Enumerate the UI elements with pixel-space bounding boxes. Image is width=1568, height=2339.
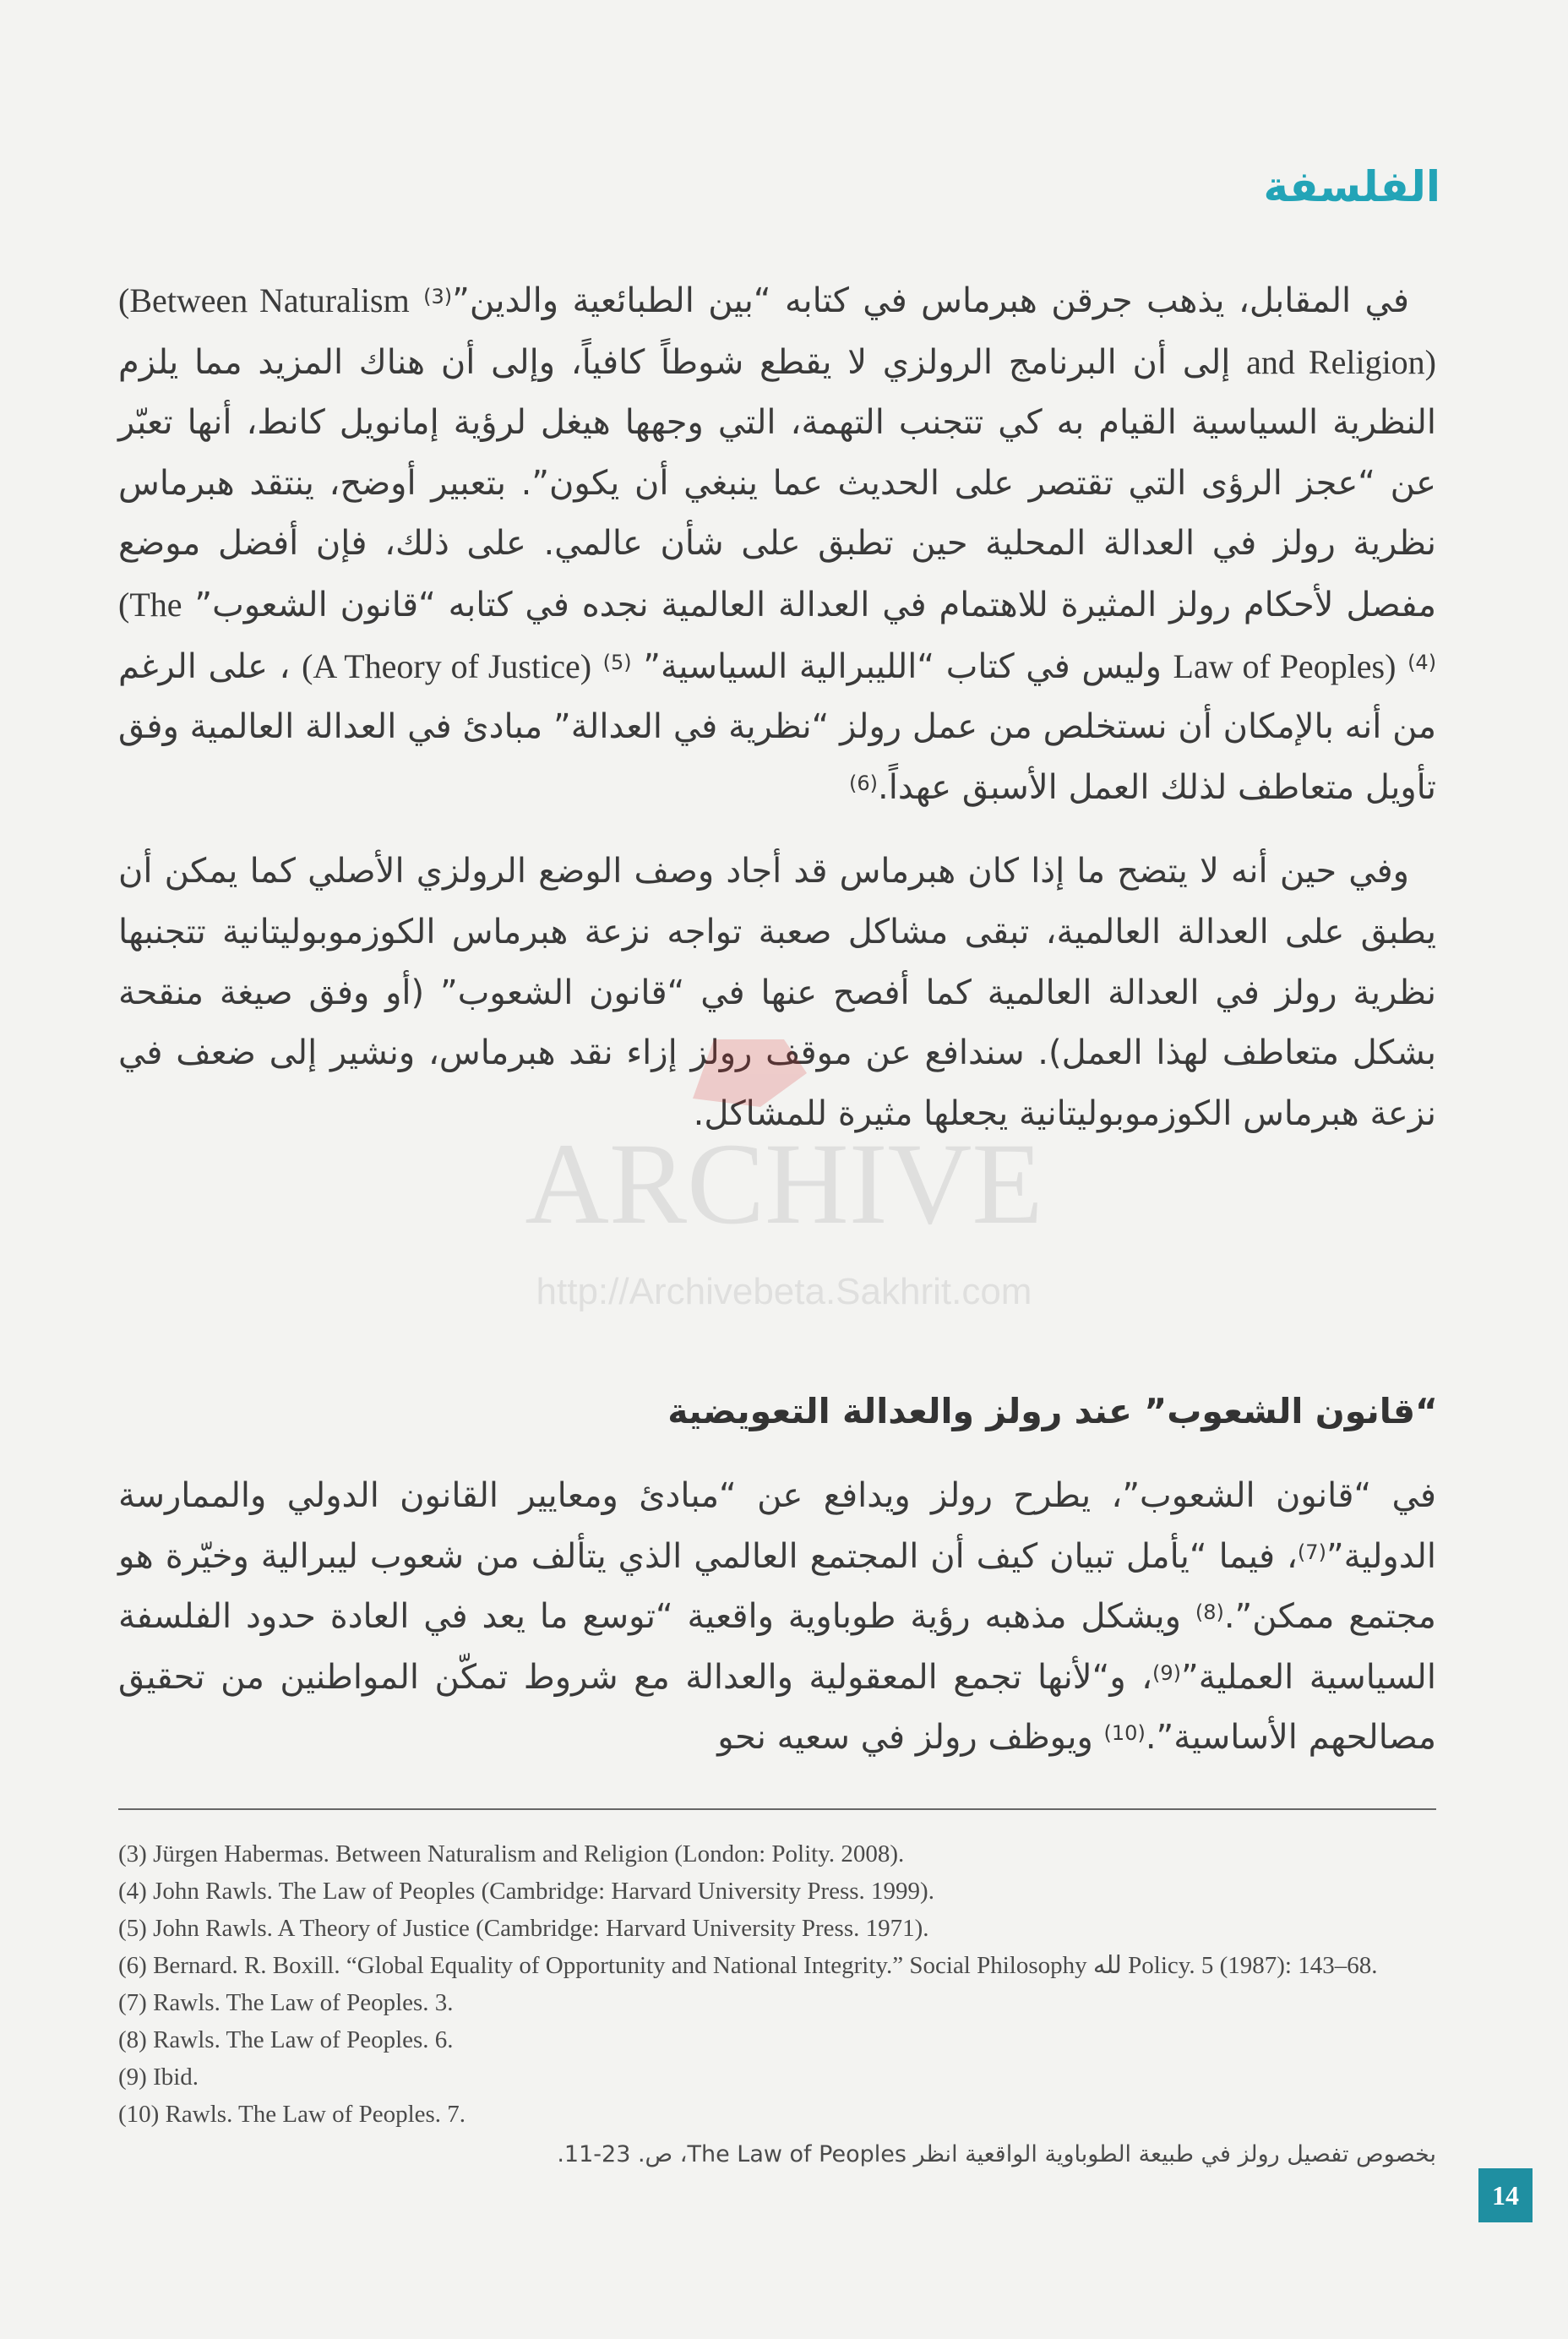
paragraph-3-part-3: ويشكل مذهبه رؤية طوباوية واقعية “توسع ما يعد في العادة حدود الفلسفة السياسية العملية” (118, 1597, 1436, 1697)
paragraph-2: وفي حين أنه لا يتضح ما إذا كان هبرماس قد أجاد وصف الوضع الرولزي الأصلي كما يمكن أن يطبق على العدالة العالمية، تبقى مشاكل صعبة تواجه نزعة هبرماس الكوزموبوليتانية تتجنبها نظرية رولز في العدالة العالمية كما أفصح عنها في “قانون الشعوب” (أو وفق صيغة منقحة بشكل متعاطف لهذا العمل). سندافع عن موقف رولز إزاء نقد هبرماس، ونشير إلى ضعف في نزعة هبرماس الكوزموبوليتانية يجعلها مثيرة للمشاكل. (118, 852, 1436, 1133)
footnote-10: (10) Rawls. The Law of Peoples. 7. (118, 2101, 466, 2128)
watermark-title: ARCHIVE (525, 1119, 1043, 1248)
paragraph-3-part-4: ، و“لأنها تجمع المعقولية والعدالة مع شروط تمكّن المواطنين من تحقيق مصالحهم الأساسية”. (118, 1657, 1436, 1758)
paragraph-3-part-5: ويوظف رولز في سعيه نحو (717, 1718, 1093, 1758)
latin-title-1: (Between Naturalism and Religion) (118, 281, 1436, 381)
latin-title-3: (A Theory of Justice) (302, 646, 592, 685)
paragraph-3-part-2: ، فيما “يأمل تبيان كيف أن المجتمع العالمي الذي يتألف من شعوب ليبرالية وخيّرة هو مجتمع ممكن”. (118, 1536, 1436, 1637)
footnote-ref-9[interactable]: (9) (1152, 1660, 1182, 1685)
main-content (118, 270, 1436, 1168)
paragraph-1 (118, 270, 1436, 818)
footnote-ref-7[interactable]: (7) (1297, 1540, 1326, 1564)
footnote-ref-3[interactable]: (3) (423, 285, 453, 308)
latin-title-2: (The Law of Peoples) (118, 585, 1396, 685)
page-number: 14 (1478, 2168, 1533, 2222)
footnote-3: (3) Jürgen Habermas. Between Naturalism and Religion (London: Polity. 2008). (118, 1840, 905, 1867)
section-content (118, 1466, 1436, 1769)
footnotes (118, 1835, 1436, 2173)
footnote-7: (7) Rawls. The Law of Peoples. 3. (118, 1989, 454, 2016)
footnote-arabic: بخصوص تفصيل رولز في طبيعة الطوباوية الواقعية انظر The Law of Peoples، ص. 23-11. (557, 2141, 1436, 2167)
paragraph-1-part-2: إلى أن البرنامج الرولزي لا يقطع شوطاً كافياً، وإلى أن هناك المزيد مما يلزم النظرية السياسية القيام به كي تتجنب التهمة، التي وجهها هيغل لرؤية إمانويل كانط، أنها تعبّر عن “عجز الرؤى التي تقتصر على الحديث عما ينبغي أن يكون”. بتعبير أوضح، ينتقد هبرماس نظرية رولز في العدالة المحلية حين تطبق على شأن عالمي. على ذلك، فإن أفضل موضع مفصل لأحكام رولز المثيرة للاهتمام في العدالة العالمية نجده في كتابه “قانون الشعوب” (118, 342, 1436, 624)
paragraph-1-part-4: ، على الرغم من أنه بالإمكان أن نستخلص من عمل رولز “نظرية في العدالة” مبادئ في العدالة العالمية وفق تأويل متعاطف لذلك العمل الأسبق عهداً. (118, 646, 1436, 807)
footnote-ref-6[interactable]: (6) (849, 771, 879, 795)
paragraph-3-part-1: في “قانون الشعوب”، يطرح رولز ويدافع عن “مبادئ ومعايير القانون الدولي والممارسة الدولية” (118, 1476, 1436, 1576)
footnote-divider (118, 1808, 1436, 1810)
footnote-9: (9) Ibid. (118, 2064, 199, 2091)
watermark-url: http://Archivebeta.Sakhrit.com (536, 1271, 1032, 1312)
footnote-ref-10[interactable]: (10) (1103, 1721, 1146, 1746)
section-label: الفلسفة (1263, 162, 1440, 211)
section-heading: “قانون الشعوب” عند رولز والعدالة التعويضية (667, 1391, 1438, 1431)
footnote-6: (6) Bernard. R. Boxill. “Global Equality of Opportunity and National Integrity.” Social Philosophy لله Policy. 5 (1987): 143–68. (118, 1952, 1378, 1979)
paragraph-1-part-1: في المقابل، يذهب جرقن هبرماس في كتابه “بين الطبائعية والدين” (452, 281, 1410, 320)
paragraph-3 (118, 1466, 1436, 1769)
footnote-8: (8) Rawls. The Law of Peoples. 6. (118, 2026, 454, 2053)
footnote-ref-8[interactable]: (8) (1195, 1600, 1224, 1625)
footnote-ref-4[interactable]: (4) (1407, 650, 1437, 674)
footnote-ref-5[interactable]: (5) (602, 650, 632, 674)
footnote-4: (4) John Rawls. The Law of Peoples (Cambridge: Harvard University Press. 1999). (118, 1878, 934, 1905)
footnote-5: (5) John Rawls. A Theory of Justice (Cambridge: Harvard University Press. 1971). (118, 1915, 929, 1942)
paragraph-1-part-3: وليس في كتاب “الليبرالية السياسية” (643, 646, 1162, 686)
